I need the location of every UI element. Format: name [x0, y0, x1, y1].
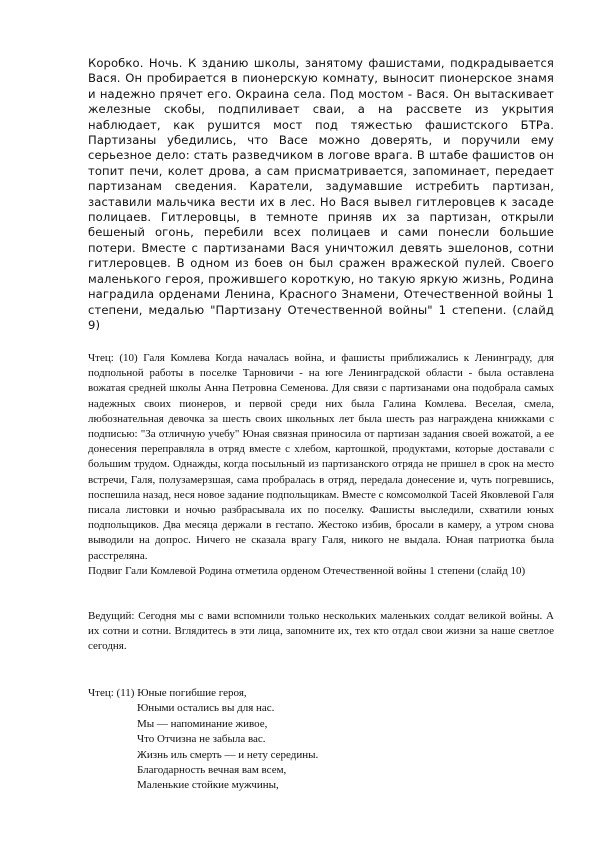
poem-line: Что Отчизна не забыла вас. [137, 733, 266, 746]
poem [88, 686, 554, 794]
paragraph-vasya-korobko: Коробко. Ночь. К зданию школы, занятому фашистами, подкрадывается Вася. Он пробирается в пионерскую комнату, выносит пионерское знамя и надежно прячет его. Окраина села. Под мостом - Вася. Он вытаскивает железные скобы, подпиливает сваи, а на рассвете из укрытия наблюдает, как рушится мост под тяжестью фашистского БТРа. Партизаны убедились, что Васе можно доверять, и поручили ему серьезное дело: стать разведчиком в логове врага. В штабе фашистов он топит печи, колет дрова, а сам присматривается, запоминает, передает партизанам сведения. Каратели, задумавшие истребить партизан, заставили мальчика вести их в лес. Но Вася вывел гитлеровцев к засаде полицаев. Гитлеровцы, в темноте приняв их за партизан, открыли бешеный огонь, перебили всех полицаев и сами понесли большие потери. Вместе с партизанами Вася уничтожил девять эшелонов, сотни гитлеровцев. В одном из боев он был сражен вражеской пулей. Своего маленького героя, прожившего короткую, но такую яркую жизнь, Родина наградила орденами Ленина, Красного Знамени, Отечественной войны 1 степени, медалью "Партизану Отечественной войны" 1 степени. (слайд 9) [88, 56, 554, 332]
paragraph-host-remarks: Ведущий: Сегодня мы с вами вспомнили только нескольких маленьких солдат великой войны. А их сотни и сотни. Вглядитесь в эти лица, запомните их, тех кто отдал свои жизни за наше светлое сегодня. [88, 610, 554, 653]
poem-line: Маленькие стойкие мужчины, [137, 779, 279, 792]
paragraph-galya-award: Подвиг Гали Комлевой Родина отметила орденом Отечественной войны 1 степени (слайд 10) [88, 564, 526, 577]
paragraph-galya-body: Чтец: (10) Галя Комлева Когда началась война, и фашисты приближались к Ленинграду, для подпольной работы в поселке Тарновичи - на юге Ленинградской области - была оставлена вожатая средней школы Анна Петровна Семенова. Для связи с партизанами она подобрала самых надежных своих пионеров, и первой среди них была Галина Комлева. Веселая, смела, любознательная девочка за шесть своих школьных лет была шесть раз награждена книжками с подписью: "За отличную учебу" Юная связная приносила от партизан задания своей вожатой, а ее донесения переправляла в отряд вместе с хлебом, картошкой, продуктами, которые доставали с большим трудом. Однажды, когда посыльный из партизанского отряда не пришел в срок на место встречи, Галя, полузамерзшая, сама пробралась в отряд, передала донесение и, чуть погревшись, поспешила назад, неся новое задание подпольщикам. Вместе с комсомолкой Тасей Яковлевой Галя писала листовки и ночью разбрасывала их по поселку. Фашисты выследили, схватили юных подпольщиков. Два месяца держали в гестапо. Жестоко избив, бросали в камеру, а утром снова выводили на допрос. Ничего не сказала врагу Галя, никого не выдала. Юная патриотка была расстреляна. [88, 352, 554, 562]
poem-line: Жизнь иль смерть — и нету середины. [137, 748, 319, 761]
poem-first-line: Чтец: (11) Юные погибшие героя, [88, 687, 247, 699]
poem-line: Благодарность вечная вам всем, [137, 764, 287, 777]
poem-line: Мы — напоминание живое, [137, 717, 268, 730]
paragraph-galya-komleva [88, 351, 554, 579]
poem-line: Юными остались вы для нас. [137, 702, 275, 715]
